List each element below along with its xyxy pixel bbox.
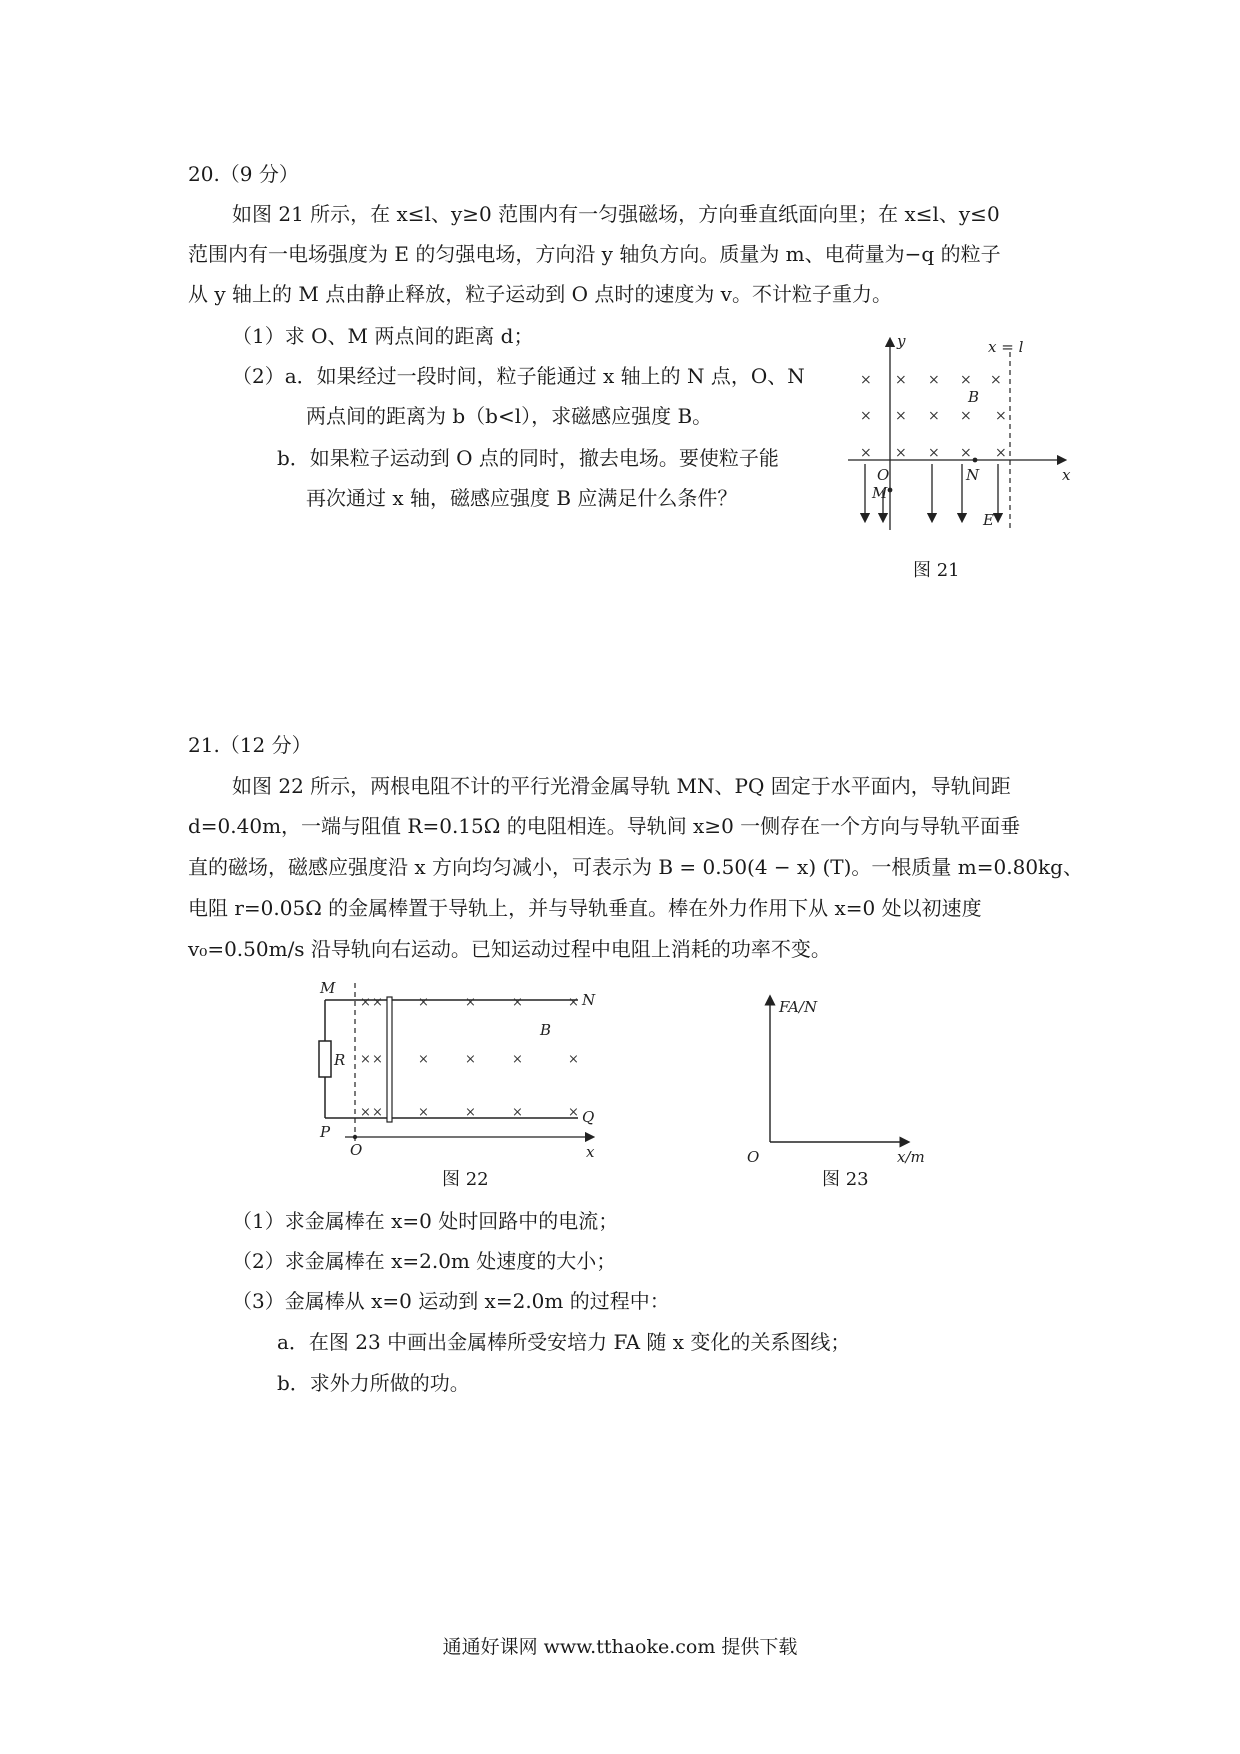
svg-text:×: × [360, 995, 371, 1010]
figure-21-caption: 图 21 [913, 560, 960, 581]
svg-text:×: × [895, 372, 907, 388]
svg-text:×: × [895, 408, 907, 424]
q21-number: 21.（12 分） [188, 733, 312, 757]
svg-text:×: × [360, 1052, 371, 1067]
svg-text:×: × [895, 445, 907, 461]
q21-paragraph-line-5: v₀=0.50m/s 沿导轨向右运动。已知运动过程中电阻上消耗的功率不变。 [188, 937, 831, 961]
svg-text:×: × [928, 408, 940, 424]
R-label: R [334, 1051, 346, 1069]
origin-label: O [350, 1141, 363, 1159]
svg-text:×: × [995, 408, 1007, 424]
figure-23 [745, 990, 935, 1165]
q21-subquestion-3a: a．在图 23 中画出金属棒所受安培力 FA 随 x 变化的关系图线； [277, 1330, 851, 1354]
magnetic-field-crosses [360, 995, 579, 1120]
svg-text:×: × [960, 408, 972, 424]
q21-paragraph-line-4: 电阻 r=0.05Ω 的金属棒置于导轨上，并与导轨垂直。棒在外力作用下从 x=0 处以初速度 [188, 896, 982, 920]
svg-text:×: × [860, 445, 872, 461]
q20-paragraph-line-2: 范围内有一电场强度为 E 的匀强电场，方向沿 y 轴负方向。质量为 m、电荷量为−q 的粒子 [188, 242, 1001, 266]
E-label: E [983, 511, 994, 529]
figure-21 [840, 330, 1080, 540]
x-axis-label: x [1062, 466, 1071, 484]
svg-text:×: × [995, 445, 1007, 461]
svg-text:×: × [418, 1052, 429, 1067]
P-label: P [320, 1123, 331, 1141]
y-axis-label: y [897, 332, 906, 350]
svg-text:×: × [860, 372, 872, 388]
q21-paragraph-line-3: 直的磁场，磁感应强度沿 x 方向均匀减小，可表示为 B = 0.50(4 − x) (T)。一根质量 m=0.80kg、 [188, 855, 1083, 879]
q20-subquestion-2a-cont: 两点间的距离为 b（b<l），求磁感应强度 B。 [306, 404, 713, 428]
footer-download-note: 通通好课网 www.tthaoke.com 提供下载 [442, 1636, 798, 1658]
q20-subquestion-2b-cont: 再次通过 x 轴，磁感应强度 B 应满足什么条件？ [306, 486, 738, 510]
q20-subquestion-2a: （2）a．如果经过一段时间，粒子能通过 x 轴上的 N 点，O、N [232, 364, 805, 388]
svg-text:×: × [568, 995, 579, 1010]
resistor-R [319, 1041, 331, 1077]
svg-text:×: × [512, 1105, 523, 1120]
svg-text:×: × [568, 1105, 579, 1120]
svg-text:×: × [372, 1052, 383, 1067]
svg-text:×: × [928, 445, 940, 461]
svg-text:×: × [512, 1052, 523, 1067]
q21-paragraph-line-1: 如图 22 所示，两根电阻不计的平行光滑金属导轨 MN、PQ 固定于水平面内，导轨间距 [232, 774, 1011, 798]
svg-text:×: × [372, 1105, 383, 1120]
svg-text:×: × [465, 1105, 476, 1120]
q20-subquestion-2b: b．如果粒子运动到 O 点的同时，撤去电场。要使粒子能 [277, 446, 779, 470]
q21-subquestion-3: （3）金属棒从 x=0 运动到 x=2.0m 的过程中： [232, 1289, 670, 1313]
svg-text:×: × [372, 995, 383, 1010]
magnetic-field-crosses [860, 372, 1007, 461]
q21-subquestion-1: （1）求金属棒在 x=0 处时回路中的电流； [232, 1209, 619, 1233]
figure-23-caption: 图 23 [822, 1169, 869, 1190]
svg-text:×: × [568, 1052, 579, 1067]
q21-subquestion-3b: b．求外力所做的功。 [277, 1371, 470, 1395]
x-axis-label: x/m [897, 1148, 925, 1165]
q21-subquestion-2: （2）求金属棒在 x=2.0m 处速度的大小； [232, 1249, 617, 1273]
figure-22 [310, 975, 610, 1160]
boundary-label: x = l [988, 338, 1024, 356]
N-label: N [582, 991, 596, 1009]
q20-paragraph-line-1: 如图 21 所示，在 x≤l、y≥0 范围内有一匀强磁场，方向垂直纸面向里；在 x≤l、y≤0 [232, 202, 1000, 226]
M-label: M [320, 979, 336, 997]
svg-text:×: × [418, 1105, 429, 1120]
svg-text:×: × [465, 1052, 476, 1067]
svg-text:×: × [860, 408, 872, 424]
metal-rod [387, 997, 392, 1122]
q21-paragraph-line-2: d=0.40m，一端与阻值 R=0.15Ω 的电阻相连。导轨间 x≥0 一侧存在一个方向与导轨平面垂 [188, 814, 1021, 838]
svg-text:×: × [960, 445, 972, 461]
origin-label: O [877, 466, 890, 484]
svg-text:×: × [360, 1105, 371, 1120]
figure-22-caption: 图 22 [442, 1169, 489, 1190]
point-N [973, 458, 978, 463]
q20-paragraph-line-3: 从 y 轴上的 M 点由静止释放，粒子运动到 O 点时的速度为 v。不计粒子重力。 [188, 282, 892, 306]
svg-text:×: × [990, 372, 1002, 388]
q20-number: 20.（9 分） [188, 162, 299, 186]
origin-label: O [747, 1148, 760, 1165]
point-M [888, 488, 893, 493]
x-axis-label: x [586, 1143, 595, 1160]
svg-text:×: × [928, 372, 940, 388]
field-B-label: B [968, 388, 980, 406]
y-axis-label: FA/N [779, 998, 818, 1016]
svg-text:×: × [418, 995, 429, 1010]
svg-text:×: × [960, 372, 972, 388]
Q-label: Q [582, 1108, 595, 1126]
svg-text:×: × [512, 995, 523, 1010]
svg-text:×: × [465, 995, 476, 1010]
q20-subquestion-1: （1）求 O、M 两点间的距离 d； [232, 324, 534, 348]
M-label: M [872, 484, 888, 502]
field-B-label: B [540, 1021, 552, 1039]
N-label: N [966, 466, 980, 484]
